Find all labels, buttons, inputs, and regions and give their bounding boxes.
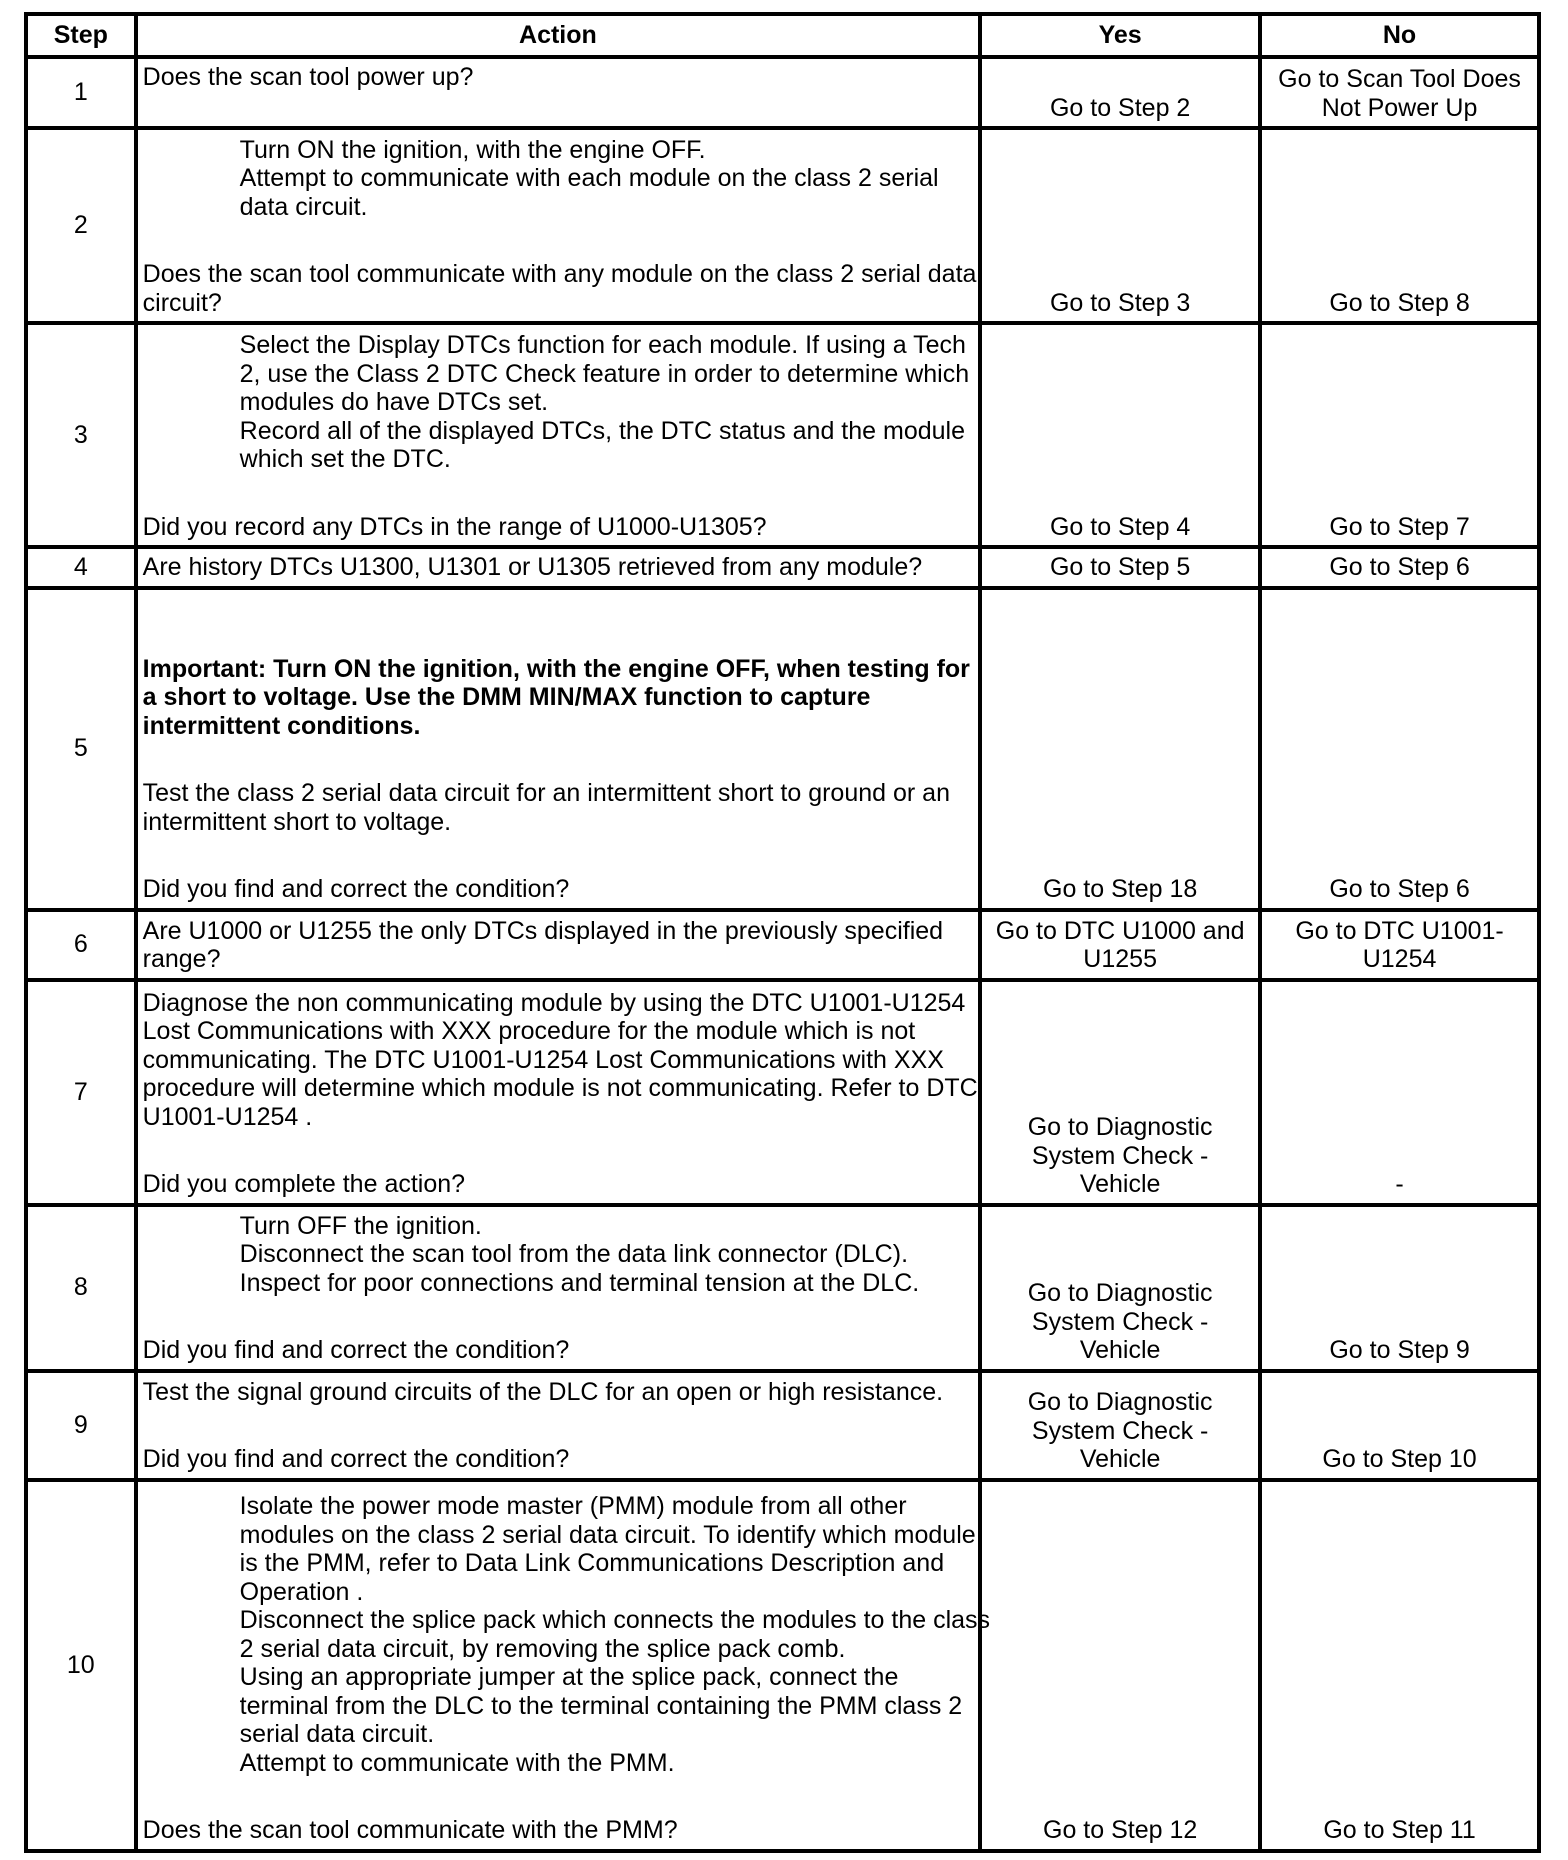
table-row <box>26 1205 1539 1371</box>
question-text: Does the scan tool power up? <box>142 63 474 91</box>
instruction-text: Select the Display DTCs function for each module. If using a Tech 2, use the Class 2 DTC Check feature in order to determine which modules do have DTCs set. Record all of the displayed DTCs, the DTC status and the module which set the DTC. <box>239 331 970 473</box>
yes-cell <box>980 1205 1260 1371</box>
yes-result: Go to Diagnostic System Check - Vehicle <box>1027 1113 1213 1198</box>
question-text: Does the scan tool communicate with any module on the class 2 serial data circuit? <box>142 260 977 317</box>
no-cell <box>1260 1371 1539 1480</box>
yes-result: Go to Step 3 <box>1049 288 1191 317</box>
no-cell <box>1260 1480 1539 1851</box>
no-result: Go to Step 8 <box>1329 288 1470 317</box>
question-text: Does the scan tool communicate with the PMM? <box>142 1816 678 1844</box>
action-cell <box>136 547 981 588</box>
question-text: Did you record any DTCs in the range of U1000-U1305? <box>142 512 767 541</box>
no-cell <box>1260 910 1539 980</box>
step-number: 6 <box>26 910 136 980</box>
header-step: Step <box>26 14 136 57</box>
no-result: Go to Step 6 <box>1329 553 1470 581</box>
table-row <box>26 323 1539 547</box>
no-result: Go to Step 9 <box>1329 1336 1470 1364</box>
no-cell <box>1260 1205 1539 1371</box>
no-cell <box>1260 588 1539 910</box>
yes-result: Go to Step 18 <box>1043 875 1198 903</box>
table-row <box>26 588 1539 910</box>
diagnostic-table <box>24 12 1541 1853</box>
yes-result: Go to Diagnostic System Check - Vehicle <box>1027 1279 1213 1364</box>
table-row <box>26 128 1539 323</box>
question-text: Did you find and correct the condition? <box>142 1336 570 1364</box>
no-cell <box>1260 57 1539 128</box>
table-row <box>26 910 1539 980</box>
action-cell <box>136 910 981 980</box>
action-cell <box>136 980 981 1205</box>
important-note: Important: Turn ON the ignition, with the engine OFF, when testing for a short to voltage. Use the DMM MIN/MAX function to capture intermittent conditions. <box>142 654 970 740</box>
no-cell <box>1260 547 1539 588</box>
step-number: 1 <box>26 57 136 128</box>
no-result: Go to Step 10 <box>1322 1445 1477 1473</box>
table-row <box>26 1480 1539 1851</box>
table-row <box>26 547 1539 588</box>
table-row <box>26 57 1539 128</box>
no-result: - <box>1395 1170 1404 1198</box>
yes-result: Go to Step 2 <box>1049 93 1191 122</box>
yes-result: Go to Step 4 <box>1049 512 1191 541</box>
step-number: 3 <box>26 323 136 547</box>
yes-cell <box>980 57 1260 128</box>
table-row <box>26 980 1539 1205</box>
action-text: Test the class 2 serial data circuit for an intermittent short to ground or an intermittent short to voltage. <box>142 779 950 836</box>
no-result: Go to DTC U1001- U1254 <box>1295 916 1504 973</box>
question-text: Are U1000 or U1255 the only DTCs displayed in the previously specified range? <box>142 916 944 973</box>
action-text: Test the signal ground circuits of the DLC for an open or high resistance. <box>142 1377 944 1406</box>
yes-result: Go to Step 5 <box>1049 553 1191 581</box>
step-number: 2 <box>26 128 136 323</box>
question-text: Did you find and correct the condition? <box>142 1445 570 1473</box>
header-no: No <box>1260 14 1539 57</box>
no-result: Go to Step 6 <box>1329 875 1470 903</box>
action-cell <box>136 1371 981 1480</box>
no-cell <box>1260 323 1539 547</box>
instruction-text: Turn OFF the ignition. Disconnect the scan tool from the data link connector (DLC). Inspect for poor connections and terminal tension at the DLC. <box>239 1211 920 1297</box>
yes-result: Go to DTC U1000 and U1255 <box>995 916 1245 973</box>
action-cell <box>136 1480 991 1851</box>
step-number: 10 <box>26 1480 136 1851</box>
action-cell <box>136 588 981 910</box>
instruction-text: Turn ON the ignition, with the engine OFF. Attempt to communicate with each module on the class 2 serial data circuit. <box>239 135 939 221</box>
step-number: 4 <box>26 547 136 588</box>
question-text: Did you complete the action? <box>142 1170 466 1198</box>
no-result: Go to Scan Tool Does Not Power Up <box>1278 65 1521 122</box>
instruction-text: Isolate the power mode master (PMM) module from all other modules on the class 2 serial data circuit. To identify which module is the PMM, refer to Data Link Communications Description and Operation . Disconnect the splice pack which connects the modules to the class 2 serial data circuit, by removing the splice pack comb. Using an appropriate jumper at the splice pack, connect the terminal from the DLC to the terminal containing the PMM class 2 serial data circuit. Attempt to communicate with the PMM. <box>239 1492 991 1777</box>
yes-result: Go to Diagnostic System Check - Vehicle <box>1027 1388 1213 1473</box>
yes-cell <box>980 588 1260 910</box>
step-number: 5 <box>26 588 136 910</box>
step-number: 8 <box>26 1205 136 1371</box>
action-cell <box>136 57 981 128</box>
step-number: 7 <box>26 980 136 1205</box>
yes-result: Go to Step 12 <box>1043 1816 1198 1844</box>
yes-cell <box>980 1371 1260 1480</box>
table-row <box>26 1371 1539 1480</box>
question-text: Are history DTCs U1300, U1301 or U1305 retrieved from any module? <box>142 553 923 581</box>
yes-cell <box>980 547 1260 588</box>
step-number: 9 <box>26 1371 136 1480</box>
no-cell <box>1260 980 1539 1205</box>
action-text: Diagnose the non communicating module by using the DTC U1001-U1254 Lost Communications with XXX procedure for the module which is not communicating. The DTC U1001-U1254 Lost Communications with XXX procedure will determine which module is not communicating. Refer to DTC U1001-U1254 . <box>142 988 978 1131</box>
question-text: Did you find and correct the condition? <box>142 875 570 903</box>
action-cell <box>136 323 981 547</box>
no-result: Go to Step 7 <box>1329 512 1470 541</box>
yes-cell <box>980 323 1260 547</box>
no-cell <box>1260 128 1539 323</box>
yes-cell <box>980 1480 1260 1851</box>
yes-cell <box>980 910 1260 980</box>
header-action: Action <box>136 14 981 57</box>
action-cell <box>136 128 981 323</box>
yes-cell <box>980 128 1260 323</box>
action-cell <box>136 1205 981 1371</box>
header-yes: Yes <box>980 14 1260 57</box>
header-row <box>26 14 1539 57</box>
yes-cell <box>980 980 1260 1205</box>
no-result: Go to Step 11 <box>1323 1816 1476 1844</box>
